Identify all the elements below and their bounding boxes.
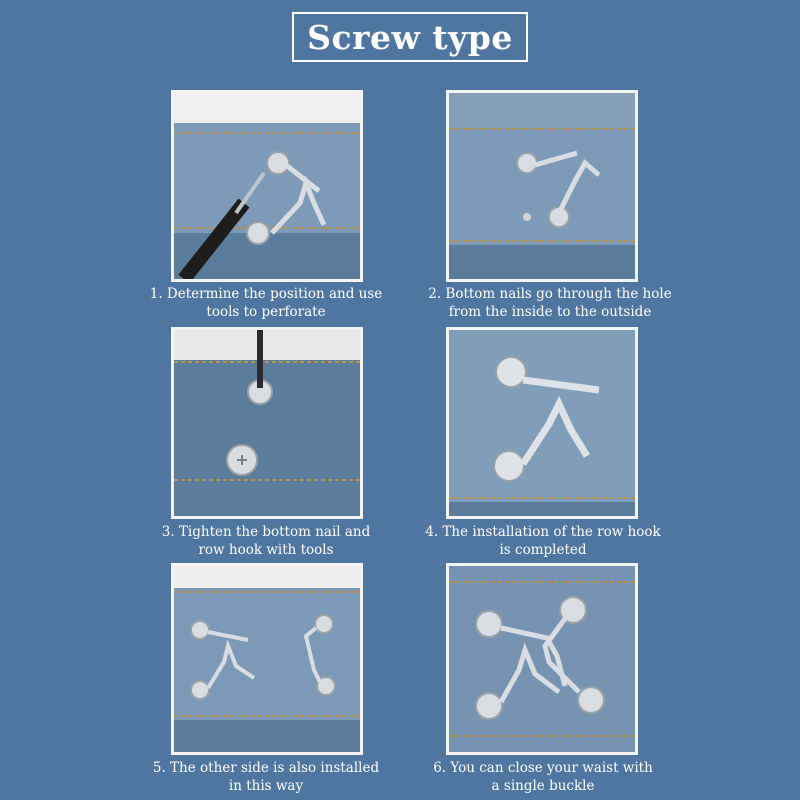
step-1-caption <box>131 285 401 321</box>
step-6-illustration <box>449 566 635 752</box>
step-4-photo <box>446 327 638 519</box>
step-6-caption-line-2: a single buckle <box>491 778 595 794</box>
step-5-caption-line-2: in this way <box>228 778 304 794</box>
step-5-photo <box>171 563 363 755</box>
step-1-caption-line-2: tools to perforate <box>206 304 326 320</box>
step-4-caption-line-2: is completed <box>499 542 587 558</box>
step-2-illustration <box>449 93 635 279</box>
step-6-caption-line-1: 6. You can close your waist with <box>433 760 653 776</box>
step-2-caption-line-2: from the inside to the outside <box>448 304 652 320</box>
step-1-illustration <box>174 93 360 279</box>
step-5-caption <box>131 759 401 795</box>
step-4-caption-line-1: 4. The installation of the row hook <box>425 524 661 540</box>
step-5-illustration <box>174 566 360 752</box>
step-4-caption <box>408 523 678 559</box>
step-2-photo <box>446 90 638 282</box>
step-6-caption <box>408 759 678 795</box>
step-1-photo <box>171 90 363 282</box>
title-box <box>292 12 528 62</box>
step-3-caption-line-1: 3. Tighten the bottom nail and <box>161 524 371 540</box>
step-5-caption-line-1: 5. The other side is also installed <box>152 760 380 776</box>
step-3-illustration <box>174 330 360 516</box>
page-title: Screw type <box>307 17 513 57</box>
step-2-caption <box>415 285 685 321</box>
step-3-caption <box>131 523 401 559</box>
step-3-caption-line-2: row hook with tools <box>198 542 334 558</box>
step-3-photo <box>171 327 363 519</box>
step-1-caption-line-1: 1. Determine the position and use <box>149 286 383 302</box>
step-4-illustration <box>449 330 635 516</box>
step-6-photo <box>446 563 638 755</box>
step-2-caption-line-1: 2. Bottom nails go through the hole <box>428 286 672 302</box>
